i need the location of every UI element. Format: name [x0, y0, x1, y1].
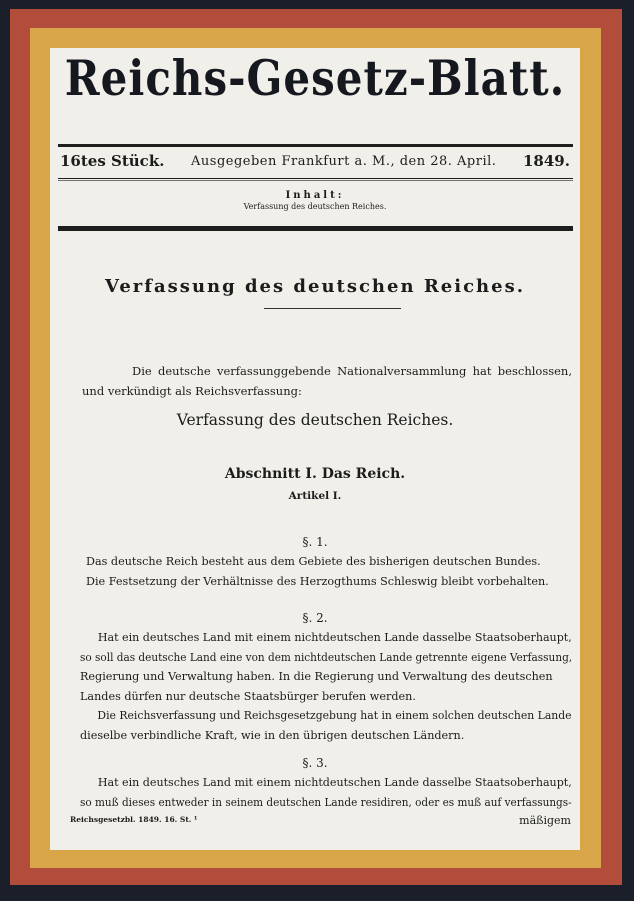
- preamble: Die deutsche verfassunggebende Nationalversammlung hat beschlossen, und verkündigt als Reichsverfassung:: [82, 364, 572, 398]
- header-rule-top: [58, 144, 573, 147]
- paragraph-line: Das deutsche Reich besteht aus dem Gebiete des bisherigen deutschen Bundes.: [86, 555, 541, 568]
- catchword: mäßigem: [519, 814, 571, 827]
- document-title: Verfassung des deutschen Reiches.: [105, 276, 525, 297]
- paragraph-number-1: §. 1.: [302, 535, 328, 549]
- paragraph-number-2: §. 2.: [302, 611, 328, 625]
- title-underline: [264, 308, 401, 309]
- contents-block: [50, 190, 580, 211]
- header-rule-middle: [58, 178, 573, 179]
- paragraph-line: so muß dieses entweder in seinem deutschen Lande residiren, oder es muß auf verfassungs-: [80, 795, 572, 809]
- issue-line: [60, 149, 570, 173]
- paragraph-2: [80, 628, 572, 745]
- header-rule-middle-2: [58, 180, 573, 181]
- paragraph-line: Die Festsetzung der Verhältnisse des Herzogthums Schleswig bleibt vorbehalten.: [86, 574, 549, 588]
- section-heading: Abschnitt I. Das Reich.: [224, 466, 406, 482]
- document-page: [50, 48, 580, 850]
- paragraph-line: dieselbe verbindliche Kraft, wie in den übrigen deutschen Ländern.: [80, 728, 465, 742]
- paragraph-line: Regierung und Verwaltung haben. In die Regierung und Verwaltung des deutschen: [80, 670, 553, 683]
- contents-value: Verfassung des deutschen Reiches.: [243, 202, 387, 211]
- header-rule-bottom: [58, 226, 573, 231]
- issue-number: 16tes Stück.: [60, 152, 165, 170]
- printer-signature: Reichsgesetzbl. 1849. 16. St. ¹: [70, 815, 198, 824]
- issue-date: Ausgegeben Frankfurt a. M., den 28. April.: [191, 153, 497, 169]
- paragraph-line: Hat ein deutsches Land mit einem nichtdeutschen Lande dasselbe Staatsoberhaupt,: [97, 776, 572, 789]
- contents-label: Inhalt:: [285, 190, 345, 201]
- paragraph-line: Die Reichsverfassung und Reichsgesetzgebung hat in einem solchen deutschen Lande: [97, 709, 572, 722]
- paragraph-line: Hat ein deutsches Land mit einem nichtdeutschen Lande dasselbe Staatsoberhaupt,: [97, 631, 572, 644]
- masthead-title: Reichs-Gesetz-Blatt.: [64, 50, 566, 107]
- issue-year: 1849.: [523, 152, 570, 170]
- paragraph-3: [80, 773, 572, 812]
- paragraph-line: Landes dürfen nur deutsche Staatsbürger berufen werden.: [80, 689, 416, 703]
- paragraph-1: [86, 552, 550, 591]
- paragraph-number-3: §. 3.: [302, 756, 328, 770]
- subtitle: Verfassung des deutschen Reiches.: [176, 411, 454, 429]
- paragraph-line: so soll das deutsche Land eine von dem nichtdeutschen Lande getrennte eigene Verfassung,: [80, 650, 573, 664]
- article-heading: Artikel I.: [288, 490, 342, 502]
